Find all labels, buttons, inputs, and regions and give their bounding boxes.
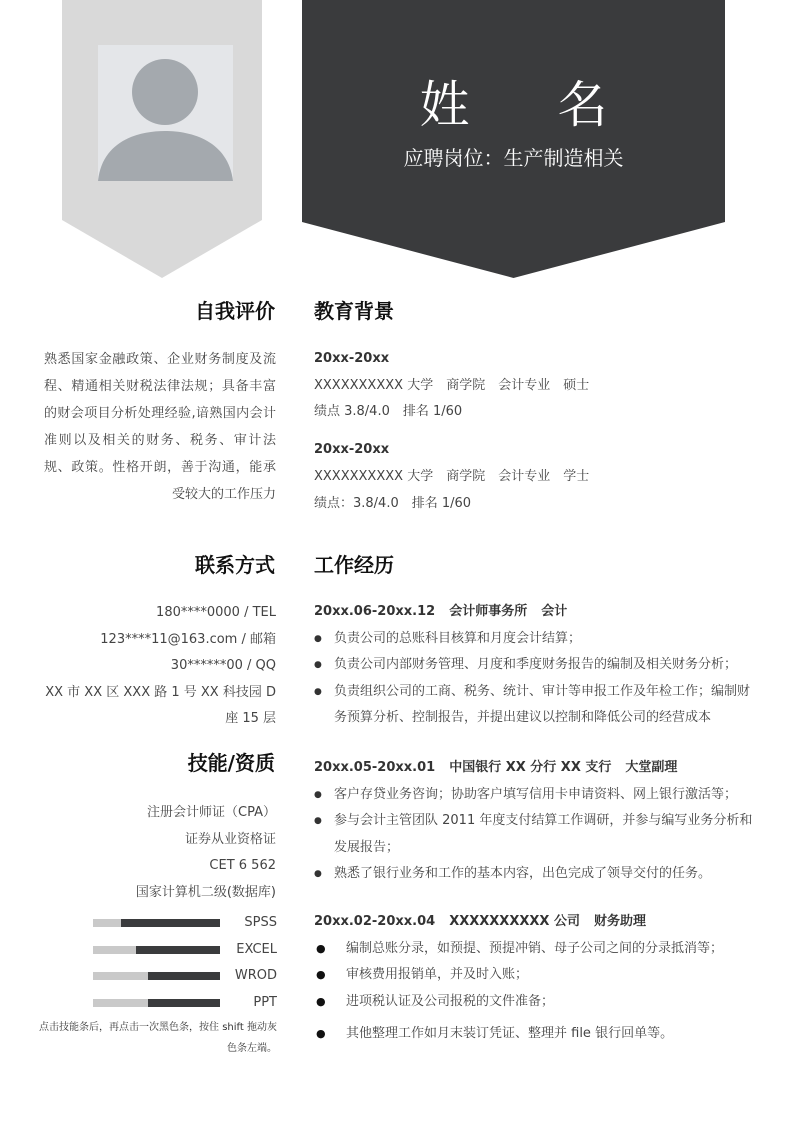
- skill-bar-label: PPT: [253, 994, 277, 1010]
- edu-gpa: 绩点 3.8/4.0 排名 1/60: [314, 404, 463, 420]
- job-entry: [314, 599, 754, 732]
- job-title: [314, 909, 754, 936]
- edu-school: XXXXXXXXXX 大学 商学院 会计专业 硕士: [314, 377, 590, 393]
- skill-item: 国家计算机二级(数据库): [135, 884, 276, 900]
- skill-item: 注册会计师证（CPA）: [147, 805, 276, 820]
- job-title: [314, 599, 754, 626]
- contact-list: [36, 600, 276, 733]
- skill-item: CET 6 562: [209, 858, 276, 873]
- job-entry: [314, 909, 754, 1048]
- avatar[interactable]: [98, 45, 233, 181]
- skill-bar-label: EXCEL: [236, 941, 277, 957]
- contact-phone: 180****0000 / TEL: [156, 605, 276, 620]
- contact-address: XX 市 XX 区 XXX 路 1 号 XX 科技园 D 座 15 层: [45, 684, 276, 726]
- skill-bar-ppt[interactable]: [93, 993, 277, 1020]
- edu-gpa: 绩点：3.8/4.0 排名 1/60: [314, 495, 472, 511]
- skill-bar-fill[interactable]: [148, 972, 220, 980]
- contact-email: 123****11@163.com / 邮箱: [100, 631, 276, 647]
- skill-bar-track[interactable]: [93, 999, 220, 1007]
- skill-bar-wrod[interactable]: [93, 966, 277, 993]
- job-duty: ● 负责公司内部财务管理、月度和季度财务报告的编制及相关财务分析；: [314, 652, 754, 679]
- job-duty: ● 编制总账分录，如预提、预提冲销、母子公司之间的分录抵消等；: [314, 936, 754, 963]
- skill-bar-fill[interactable]: [136, 946, 220, 954]
- skill-bar-fill[interactable]: [121, 919, 220, 927]
- job-duty: ● 参与会计主管团队 2011 年度支付结算工作调研，并参与编写业务分析和发展报告；: [314, 808, 754, 861]
- name-banner: [302, 0, 725, 278]
- skill-item: 证券从业资格证: [184, 831, 276, 847]
- job-period: 20xx.02-20xx.04: [314, 914, 436, 929]
- skill-bar-hint: 点击技能条后，再点击一次黑色条，按住 shift 拖动灰色条左端。: [39, 1022, 277, 1054]
- skill-bar-label: SPSS: [244, 915, 277, 930]
- section-title-skills: 技能/资质: [187, 751, 275, 775]
- candidate-name: 姓 名: [419, 76, 644, 134]
- edu-school: XXXXXXXXXX 大学 商学院 会计专业 学士: [314, 468, 590, 484]
- applied-position: 应聘岗位：生产制造相关: [403, 146, 624, 170]
- skill-bar-track[interactable]: [93, 946, 220, 954]
- skills-list: [36, 800, 276, 906]
- job-duty: ● 负责组织公司的工商、税务、统计、审计等申报工作及年检工作；编制财务预算分析、控制报告，并提出建议以控制和降低公司的经营成本: [314, 679, 754, 732]
- edu-years: 20xx-20xx: [314, 351, 390, 366]
- job-role: 会计: [541, 604, 568, 619]
- skill-bar-spss[interactable]: [93, 913, 277, 940]
- job-duty: ● 客户存贷业务咨询；协助客户填写信用卡申请资料、网上银行激活等；: [314, 782, 754, 809]
- job-period: 20xx.06-20xx.12: [314, 604, 436, 619]
- job-duty: ● 进项税认证及公司报税的文件准备；: [314, 989, 754, 1016]
- job-duty: ● 审核费用报销单，并及时入账；: [314, 962, 754, 989]
- job-duty: ● 其他整理工作如月末装订凭证、整理并 file 银行回单等。: [314, 1021, 754, 1048]
- job-role: 财务助理: [593, 914, 646, 929]
- skill-bar-track[interactable]: [93, 972, 220, 980]
- contact-qq: 30******00 / QQ: [170, 658, 276, 673]
- job-entry: [314, 755, 754, 888]
- job-duty: ● 负责公司的总账科目核算和月度会计结算；: [314, 626, 754, 653]
- education-list: [314, 346, 754, 517]
- person-silhouette-icon: [98, 45, 233, 181]
- section-title-work: 工作经历: [314, 553, 394, 577]
- section-title-contact: 联系方式: [195, 553, 275, 577]
- section-title-self-eval: 自我评价: [195, 299, 275, 323]
- job-company: XXXXXXXXXX 公司: [449, 914, 580, 929]
- edu-years: 20xx-20xx: [314, 442, 390, 458]
- job-period: 20xx.05-20xx.01: [314, 760, 436, 775]
- job-role: 大堂副理: [625, 760, 678, 775]
- skill-bar-excel[interactable]: [93, 940, 277, 967]
- skill-bar-track[interactable]: [93, 919, 220, 927]
- job-company: 中国银行 XX 分行 XX 支行: [449, 760, 612, 775]
- skill-bars: [93, 913, 277, 1019]
- section-title-education: 教育背景: [314, 299, 394, 323]
- job-duty: ● 熟悉了银行业务和工作的基本内容，出色完成了领导交付的任务。: [314, 861, 754, 888]
- job-company: 会计师事务所: [449, 604, 528, 619]
- skill-bar-label: WROD: [234, 968, 277, 983]
- skill-bar-fill[interactable]: [148, 999, 220, 1007]
- self-eval-text: 熟悉国家金融政策、企业财务制度及流程、精通相关财税法律法规；具备丰富的财会项目分析处理经验,谙熟国内会计准则以及相关的财务、税务、审计法规、政策。性格开朗，善于沟通，能承受较大的工作压力: [44, 352, 276, 502]
- job-title: [314, 755, 754, 782]
